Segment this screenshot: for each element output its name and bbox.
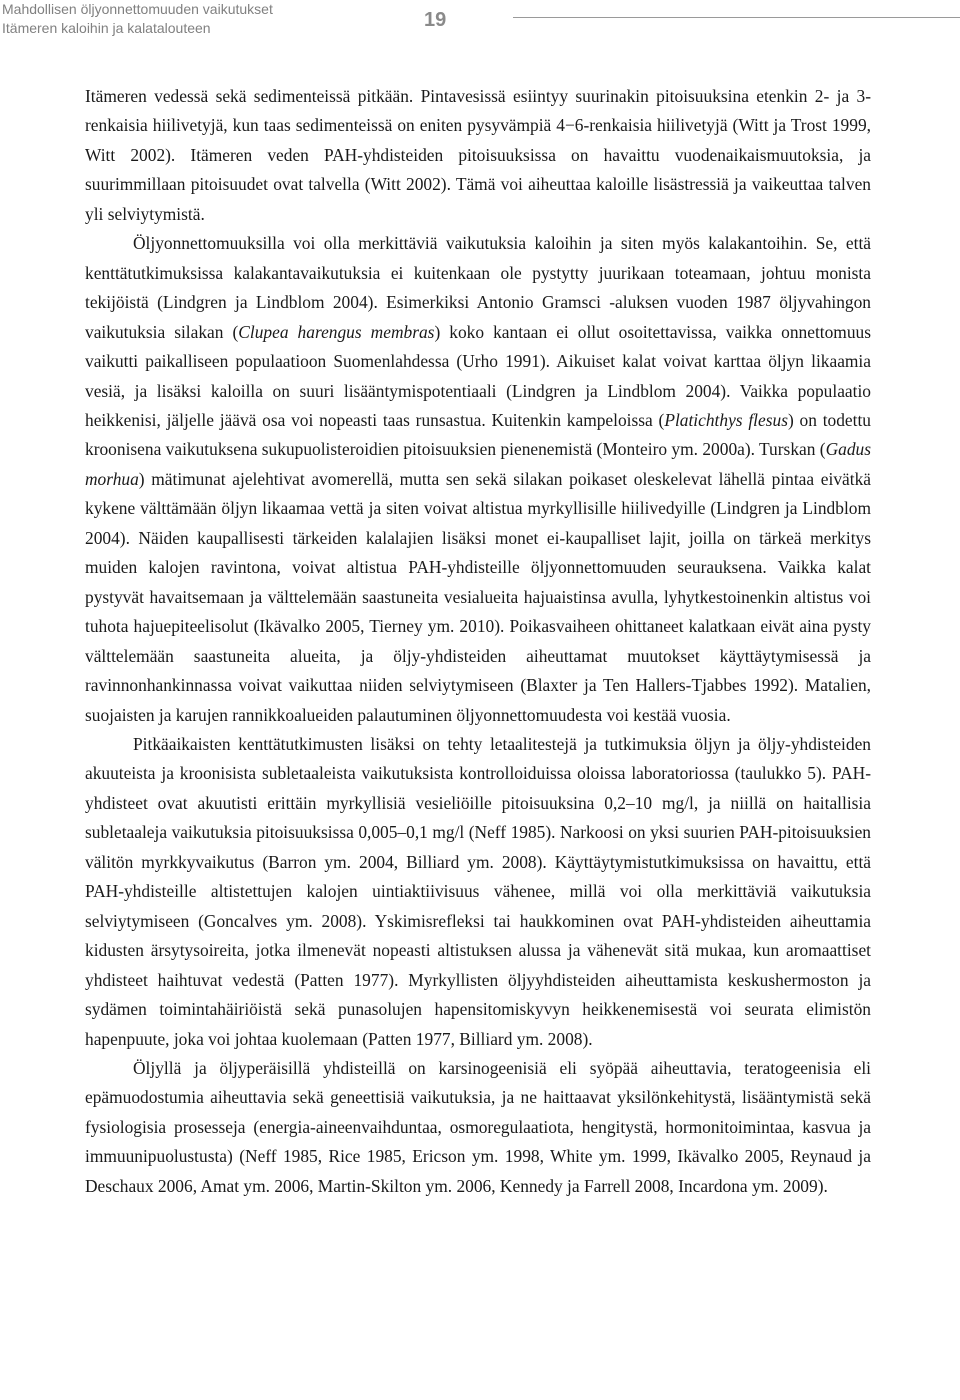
paragraph-2 bbox=[85, 229, 871, 730]
paragraph-3: Pitkäaikaisten kenttätutkimusten lisäksi on tehty letaalitestejä ja tutkimuksia öljyn ja öljy-yhdisteiden akuuteista ja kroonisista subletaaleista vaikutuksista kontrolloiduissa oloissa laboratoriossa (taulukko 5). PAH-yhdisteet ovat akuutisti erittäin myrkyllisiä vesieliöille pitoisuuksina 0,2–10 mg/l, ja niillä on haitallisia subletaaleja vaikutuksia pitoisuuksissa 0,005–0,1 mg/l (Neff 1985). Narkoosi on yksi suurien PAH-pitoisuuksien välitön myrkkyvaikutus (Barron ym. 2004, Billiard ym. 2008). Käyttäytymistutkimuksissa on havaittu, että PAH-yhdisteille altistettujen kalojen uintiaktiivisuus vähenee, millä voi olla merkittäviä vaikutuksia selviytymiseen (Goncalves ym. 2008). Yskimisrefleksi tai haukkominen ovat PAH-yhdisteiden aiheuttamia kidusten ärsytysoireita, jotka ilmenevät nopeasti altistuksen alussa ja vähenevät sitä mukaa, kun aromaattiset yhdisteet haihtuvat vedestä (Patten 1977). Myrkyllisten öljyyhdisteiden aiheuttamista keskushermoston ja sydämen toimintahäiriöistä sekä punasolujen hapensitomiskyvyn heikkenemisestä voi seurata elimistön hapenpuute, joka voi johtaa kuolemaan (Patten 1977, Billiard ym. 2008). bbox=[85, 733, 871, 1049]
species-gadus: Gadus morhua bbox=[85, 439, 871, 489]
running-title-line1: Mahdollisen öljyonnettomuuden vaikutukset bbox=[2, 1, 273, 17]
paragraph-2-text-2: ) koko kantaan ei ollut osoitettavissa, vaikka onnettomuus vaikutti paikalliseen populaatioon Suomenlahdessa (Urho 1991). Aikuiset kalat voivat karttaa öljyn likaamia vesiä, ja lisäksi kaloilla on suuri lisääntymispotentiaali (Lindgren ja Lindblom 2004). Vaikka populaatio heikkenisi, jäljelle jäävä osa voi nopeasti taas runsastua. Kuitenkin kampeloissa ( bbox=[85, 321, 871, 430]
body-text bbox=[85, 82, 871, 1201]
running-title-line2: Itämeren kaloihin ja kalatalouteen bbox=[2, 20, 211, 36]
page-number: 19 bbox=[424, 9, 447, 31]
header-divider bbox=[513, 17, 960, 18]
species-platichthys: Platichthys flesus bbox=[664, 409, 788, 430]
species-clupea: Clupea harengus membras bbox=[238, 321, 435, 342]
paragraph-1: Itämeren vedessä sekä sedimenteissä pitkään. Pintavesissä esiintyy suurinakin pitoisuuksina etenkin 2- ja 3-renkaisia hiilivetyjä, kun taas sedimenteissä on eniten pysyvämpiä 4−6-renkaisia hiilivetyjä (Witt ja Trost 1999, Witt 2002). Itämeren veden PAH-yhdisteiden pitoisuuksissa on havaittu vuodenaikaismuutoksia, ja suurimmillaan pitoisuudet ovat talvella (Witt 2002). Tämä voi aiheuttaa kaloille lisästressiä ja vaikeuttaa talven yli selviytymistä. bbox=[85, 86, 871, 224]
paragraph-2-text-4: ) mätimunat ajelehtivat avomerellä, mutta sen sekä silakan poikaset oleskelevat lähellä pintaa eivätkä kykene välttämään öljyn likaamaa vettä ja siten voivat altistua myrkyllisille hiilivedyille (Lindgren ja Lindblom 2004). Näiden kaupallisesti tärkeiden kalalajien lisäksi monet ei-kaupalliset lajit, joilla on tärkeä merkitys muiden kalojen ravintona, voivat altistua PAH-yhdisteille öljyonnettomuuden seurauksena. Vaikka kalat pystyvät havaitsemaan ja välttelemään saastuneita vesialueita hajuaistinsa avulla, lyhytkestoinenkin altistus voi tuhota hajuepiteelisolut (Ikävalko 2005, Tierney ym. 2010). Poikasvaiheen ohittaneet kalatkaan eivät aina pysty välttelemään saastuneita alueita, ja öljy-yhdisteiden aiheuttamat muutokset käyttäytymisessä ja ravinnonhankinnassa voivat vaikuttaa niiden selviytymiseen (Blaxter ja Ten Hallers-Tjabbes 1992). Matalien, suojaisten ja karujen rannikkoalueiden palautuminen öljyonnettomuudesta voi kestää vuosia. bbox=[85, 468, 871, 725]
running-head bbox=[2, 0, 273, 38]
paragraph-2-text-3: ) on todettu kroonisena vaikutuksena sukupuolisteroidien pitoisuuksien pienenemistä (Monteiro ym. 2000a). Turskan ( bbox=[85, 409, 872, 460]
paragraph-2-text-1: Öljyonnettomuuksilla voi olla merkittäviä vaikutuksia kaloihin ja siten myös kalakantoihin. Se, että kenttätutkimuksissa kalakantavaikutuksia ei kuitenkaan ole pystytty juurikaan toteamaan, johtuu monista tekijöistä (Lindgren ja Lindblom 2004). Esimerkiksi Antonio Gramsci -aluksen vuoden 1987 öljyvahingon vaikutuksia silakan ( bbox=[85, 233, 871, 342]
paragraph-4: Öljyllä ja öljyperäisillä yhdisteillä on karsinogeenisiä eli syöpää aiheuttavia, teratogeenisia eli epämuodostumia aiheuttavia sekä geneettisiä vaikutuksia, ja ne haittaavat yksilönkehitystä, lisääntymistä sekä fysiologisia prosesseja (energia-aineenvaihduntaa, osmoregulaatiota, hengitystä, hormonitoimintaa, kasvua ja immuunipuolustusta) (Neff 1985, Rice 1985, Ericson ym. 1998, White ym. 1999, Ikävalko 2005, Reynaud ja Deschaux 2006, Amat ym. 2006, Martin-Skilton ym. 2006, Kennedy ja Farrell 2008, Incardona ym. 2009). bbox=[85, 1057, 871, 1196]
page-header bbox=[0, 0, 960, 50]
